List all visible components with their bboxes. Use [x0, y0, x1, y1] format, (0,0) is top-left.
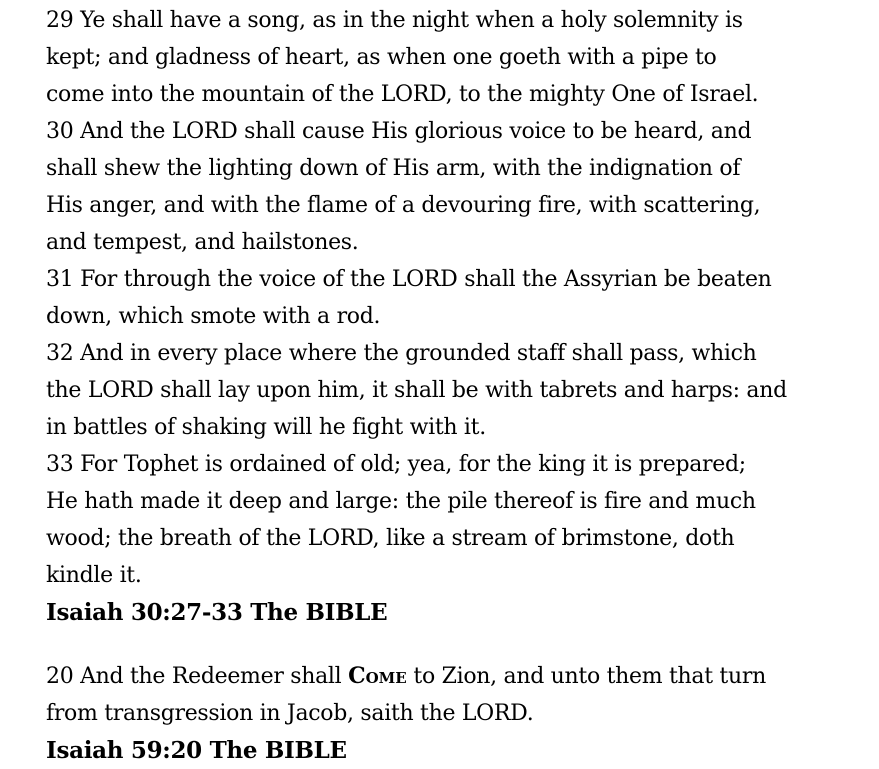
verse-line: His anger, and with the flame of a devouring fire, with scattering, — [46, 193, 761, 218]
document-page — [46, 2, 846, 769]
verse-line: come into the mountain of the LORD, to the mighty One of Israel. — [46, 82, 759, 107]
verse-line: 30 And the LORD shall cause His glorious voice to be heard, and — [46, 119, 752, 144]
verse-line: kept; and gladness of heart, as when one goeth with a pipe to — [46, 45, 717, 70]
verse-line: down, which smote with a rod. — [46, 304, 381, 329]
verse-line: 33 For Tophet is ordained of old; yea, for the king it is prepared; — [46, 452, 746, 477]
verse-line: 32 And in every place where the grounded staff shall pass, which — [46, 341, 757, 366]
verse-line: from transgression in Jacob, saith the LORD. — [46, 701, 534, 726]
passage-isaiah-59 — [46, 658, 846, 769]
paragraph-spacer — [46, 631, 846, 658]
passage-isaiah-30 — [46, 2, 846, 631]
verse-line: 31 For through the voice of the LORD shall the Assyrian be beaten — [46, 267, 772, 292]
citation-isaiah-59: Isaiah 59:20 The BIBLE — [46, 737, 347, 764]
verse-line: kindle it. — [46, 563, 142, 588]
verse-text: to Zion, and unto them that turn — [406, 664, 766, 689]
verse-line: and tempest, and hailstones. — [46, 230, 359, 255]
verse-line: He hath made it deep and large: the pile thereof is fire and much — [46, 489, 756, 514]
verse-line: in battles of shaking will he fight with it. — [46, 415, 486, 440]
verse-line: 29 Ye shall have a song, as in the night when a holy solemnity is — [46, 8, 743, 33]
verse-line: wood; the breath of the LORD, like a stream of brimstone, doth — [46, 526, 735, 551]
citation-isaiah-30: Isaiah 30:27-33 The BIBLE — [46, 599, 388, 626]
verse-text: 20 And the Redeemer shall — [46, 664, 349, 689]
verse-line: the LORD shall lay upon him, it shall be with tabrets and harps: and — [46, 378, 787, 403]
emphasized-word: Come — [348, 663, 407, 689]
verse-line — [46, 658, 846, 695]
verse-line: shall shew the lighting down of His arm, with the indignation of — [46, 156, 741, 181]
